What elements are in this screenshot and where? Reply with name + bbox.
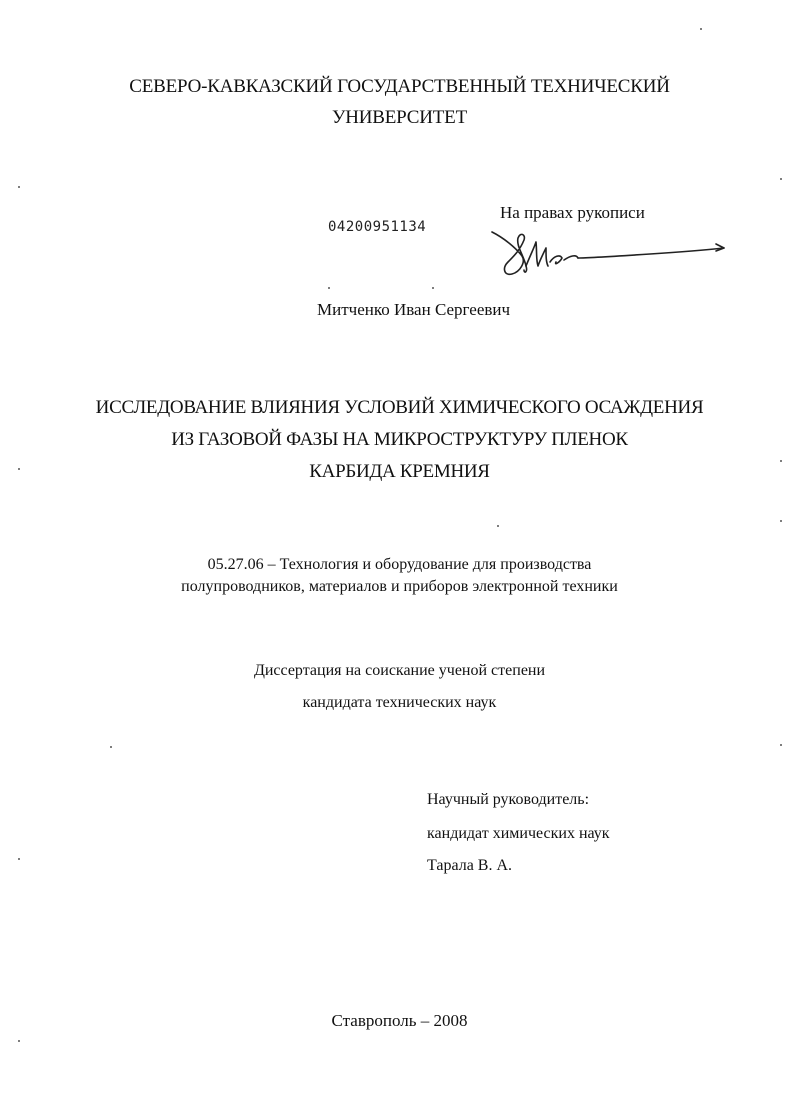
- supervisor-rank: кандидат химических наук: [427, 825, 610, 842]
- scan-speck: [700, 28, 702, 30]
- rights-label: На правах рукописи: [500, 203, 645, 222]
- scan-speck: [18, 468, 20, 470]
- specialty-line2: полупроводников, материалов и приборов электронной техники: [181, 578, 618, 595]
- city-year: Ставрополь – 2008: [331, 1011, 468, 1030]
- scan-speck: [780, 460, 782, 462]
- scan-speck: [18, 858, 20, 860]
- scan-speck: [497, 525, 499, 527]
- specialty-line1: 05.27.06 – Технология и оборудование для производства: [207, 556, 592, 573]
- degree-line1: Диссертация на соискание ученой степени: [253, 662, 546, 679]
- dissertation-title-line1: ИССЛЕДОВАНИЕ ВЛИЯНИЯ УСЛОВИЙ ХИМИЧЕСКОГО ОСАЖДЕНИЯ: [95, 397, 704, 418]
- scan-speck: [18, 186, 20, 188]
- scan-speck: [18, 1040, 20, 1042]
- supervisor-name: Тарала В. А.: [427, 857, 513, 874]
- degree-line2: кандидата технических наук: [302, 694, 497, 711]
- dissertation-title-line3: КАРБИДА КРЕМНИЯ: [309, 461, 490, 482]
- university-name-line1: СЕВЕРО-КАВКАЗСКИЙ ГОСУДАРСТВЕННЫЙ ТЕХНИЧЕСКИЙ: [129, 76, 670, 97]
- dissertation-title-line2: ИЗ ГАЗОВОЙ ФАЗЫ НА МИКРОСТРУКТУРУ ПЛЕНОК: [171, 429, 628, 450]
- scan-speck: [780, 178, 782, 180]
- university-name-line2: УНИВЕРСИТЕТ: [332, 107, 467, 128]
- signature-image: [490, 226, 730, 282]
- archive-code: 04200951134: [328, 219, 427, 235]
- scan-speck: [328, 287, 330, 289]
- scan-speck: [780, 744, 782, 746]
- scan-speck: [432, 287, 434, 289]
- supervisor-label: Научный руководитель:: [427, 791, 590, 808]
- scan-speck: [780, 520, 782, 522]
- scan-speck: [110, 746, 112, 748]
- author-name: Митченко Иван Сергеевич: [317, 300, 511, 319]
